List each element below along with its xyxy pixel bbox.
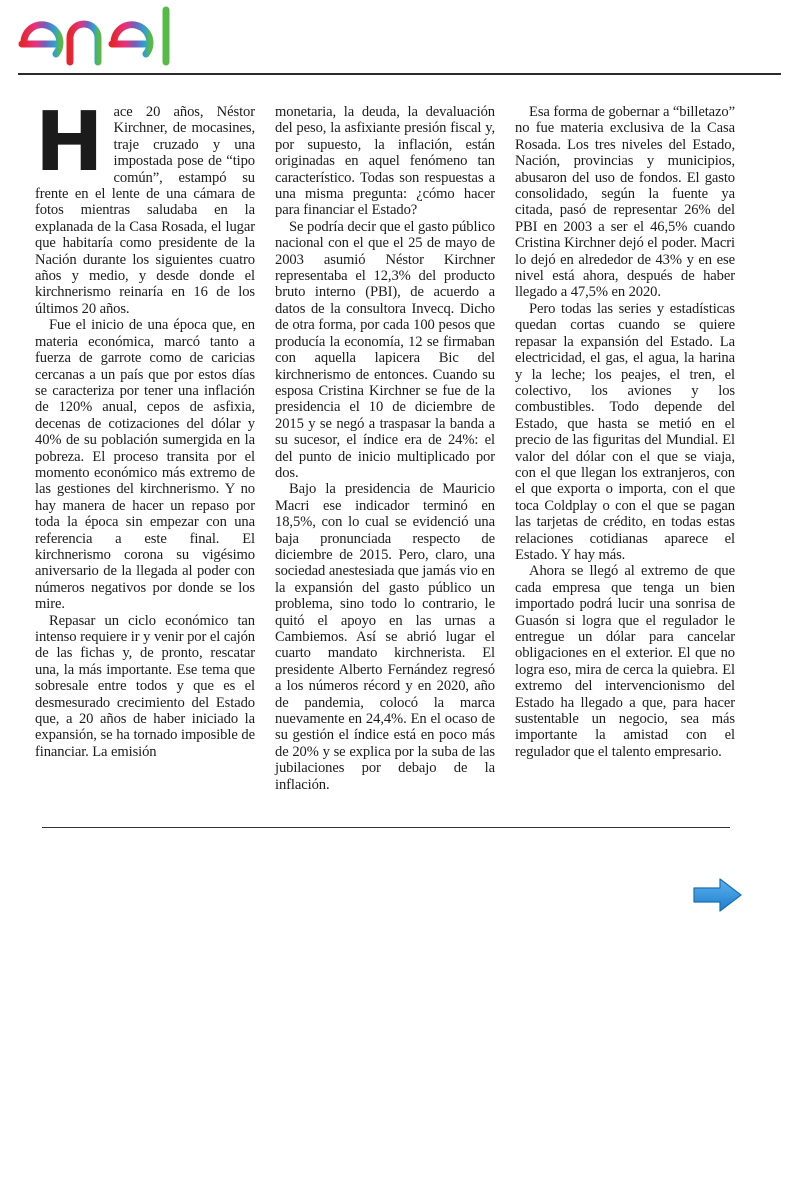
header-divider bbox=[18, 73, 781, 75]
article-column-1 bbox=[35, 95, 255, 793]
article-body bbox=[35, 95, 735, 793]
arrow-right-icon[interactable] bbox=[692, 876, 744, 914]
article-column-2 bbox=[275, 104, 495, 793]
paragraph: Pero todas las series y estadísticas quedan cortas cuando se quiere repasar la expansión del Estado. La electricidad, el gas, el agua, la harina y la leche; los peajes, el tren, el colectivo, los aviones y los combustibles. Todo depende del Estado, que hasta se metió en el precio de las figuritas del Mundial. El valor del dólar con el que se viaja, con el que llegan los extranjeros, con el que exporta o importa, con el que toca Coldplay o con el que se pagan las tarjetas de crédito, en todas estas relaciones cotidianas aparece el Estado. Y hay más. bbox=[515, 300, 735, 563]
article-column-3 bbox=[515, 104, 735, 793]
page-header bbox=[0, 0, 800, 76]
drop-cap: H bbox=[35, 95, 104, 190]
paragraph: monetaria, la deuda, la devaluación del peso, la asfixiante presión fiscal y, por supuesto, la inflación, están originadas en aquel fenómeno tan característico. Todas son respuestas a una misma pregunta: ¿cómo hacer para financiar el Estado? bbox=[275, 104, 495, 219]
paragraph bbox=[35, 95, 255, 317]
paragraph-text: ace 20 años, Néstor Kirchner, de mocasines, traje cruzado y una impostada pose de “tipo común”, estampó su frente en el lente de una cámara de fotos mientras saludaba en la explanada de la Casa Rosada, el lugar que habitaría como presidente de la Nación durante los siguientes cuatro años y medio, y desde donde el kirchnerismo reinaría en 16 de los últimos 20 años. bbox=[35, 104, 255, 317]
paragraph: Fue el inicio de una época que, en materia económica, marcó tanto a fuerza de garrote como de caricias cercanas a un país que por estos días se caracteriza por tener una inflación de 120% anual, cepos de asfixia, decenas de cotizaciones del dólar y 40% de su población sumergida en la pobreza. El proceso transita por el momento económico más extremo de las gestiones del kirchnerismo. Y no hay manera de hacer un repaso por toda la época sin empezar con una referencia a este final. El kirchnerismo corona su vigésimo aniversario de la llegada al poder con números negativos por donde se los mire. bbox=[35, 317, 255, 613]
footer-divider bbox=[42, 827, 730, 828]
paragraph: Esa forma de gobernar a “billetazo” no fue materia exclusiva de la Casa Rosada. Los tres niveles del Estado, Nación, provincias y municipios, abusaron del uso de fondos. El gasto consolidado, según la fuente ya citada, pasó de representar 26% del PBI en 2003 a ser el 46,5% cuando Cristina Kirchner dejó el poder. Macri lo dejó en alrededor de 43% y en ese nivel está ahora, después de haber llegado a 47,5% en 2020. bbox=[515, 104, 735, 301]
enel-logo bbox=[16, 4, 186, 72]
paragraph: Repasar un ciclo económico tan intenso requiere ir y venir por el cajón de las fichas y, de pronto, rescatar una, la más importante. Ese tema que sobresale entre todos y que es el desmesurado crecimiento del Estado que, a 20 años de haber iniciado la expansión, se ha tornado imposible de financiar. La emisión bbox=[35, 612, 255, 760]
paragraph: Se podría decir que el gasto público nacional con el que el 25 de mayo de 2003 asumió Néstor Kirchner representaba el 12,3% del producto bruto interno (PBI), de acuerdo a datos de la consultora Invecq. Dicho de otra forma, por cada 100 pesos que producía la economía, 12 se firmaban con aquella lapicera Bic del kirchnerismo de entonces. Cuando su esposa Cristina Kirchner se fue de la presidencia el 10 de diciembre de 2015 y se negó a traspasar la banda a su sucesor, el índice era de 24%: el del punto de inicio multiplicado por dos. bbox=[275, 218, 495, 481]
paragraph: Bajo la presidencia de Mauricio Macri ese indicador terminó en 18,5%, con lo cual se evidenció una baja pronunciada respecto de diciembre de 2015. Pero, claro, una sociedad anestesiada que jamás vio en la expansión del gasto público un problema, sino todo lo contrario, le quitó el apoyo en las urnas a Cambiemos. Así se abrió lugar el cuarto mandato kirchnerista. El presidente Alberto Fernández regresó a los números récord y en 2020, año de pandemia, colocó la marca nuevamente en 24,4%. En el ocaso de su gestión el índice está en poco más de 20% y se explica por la suba de las jubilaciones por debajo de la inflación. bbox=[275, 481, 495, 793]
paragraph: Ahora se llegó al extremo de que cada empresa que tenga un bien importado podrá lucir una sonrisa de Guasón si logra que el regulador le entregue un dólar para cancelar obligaciones en el exterior. El que no logra eso, mira de cerca la quiebra. El extremo del intervencionismo del Estado ha llegado a que, para hacer sustentable un negocio, sea más importante la amistad con el regulador que el talento empresario. bbox=[515, 563, 735, 760]
